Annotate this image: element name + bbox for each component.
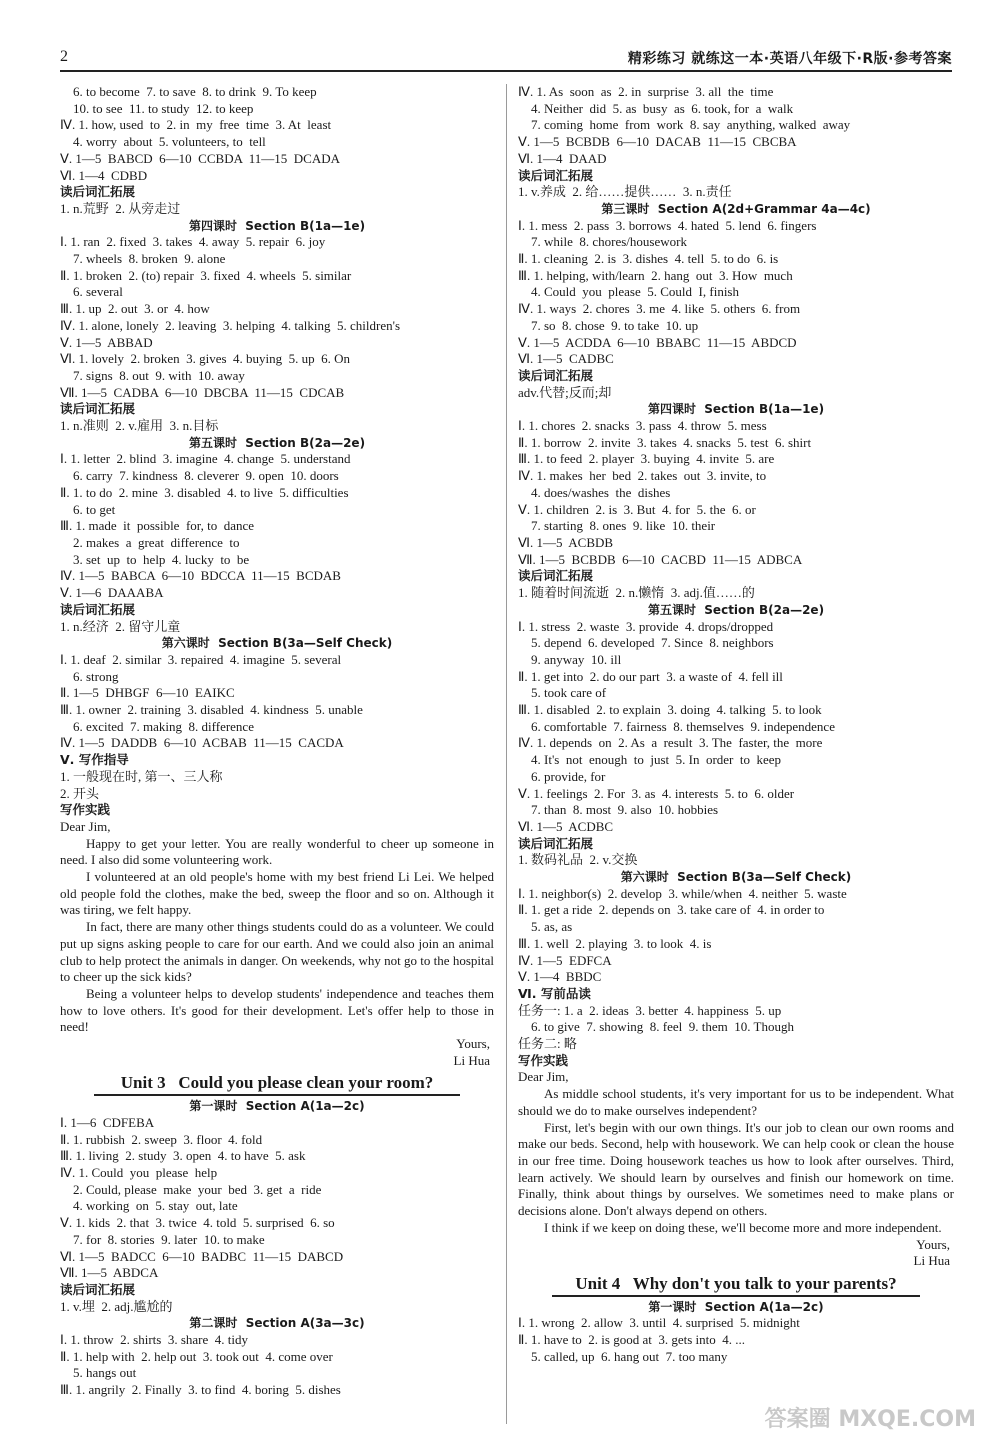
answer-line: 读后词汇拓展 (518, 568, 594, 584)
answer-line: Ⅲ. 1. disabled 2. to explain 3. doing 4. talking 5. to look (518, 702, 822, 718)
answer-line: 5. took care of (518, 685, 607, 701)
right-lesson-heading-1: 第三课时 Section A(2d+Grammar 4a—4c) (601, 201, 871, 216)
answer-line: Ⅵ. 1—5 CADBC (518, 351, 614, 367)
right-block-5 (518, 886, 954, 1086)
left-block-4 (60, 652, 494, 836)
right-lesson-heading-2: 第四课时 Section B(1a—1e) (647, 402, 825, 417)
left-block-3 (60, 451, 494, 635)
unit-4-title: Unit 4 Why don't you talk to your parents? (575, 1273, 897, 1293)
answer-line: Ⅳ. 1—5 DADDB 6—10 ACBAB 11—15 CACDA (60, 735, 344, 751)
right-block-2 (518, 218, 954, 402)
left-block-1 (60, 84, 494, 218)
answer-line: Ⅳ. 1. how, used to 2. in my free time 3. At least (60, 117, 332, 133)
answer-line: Ⅱ. 1. have to 2. is good at 3. gets into 4. ... (518, 1332, 746, 1348)
answer-line: 4. worry about 5. volunteers, to tell (60, 134, 266, 150)
answer-line: 5. depend 6. developed 7. Since 8. neighbors (518, 635, 774, 651)
answer-line: Ⅳ. 1. As soon as 2. in surprise 3. all the time (518, 84, 774, 99)
header-rule (60, 70, 952, 72)
answer-line: 3. set up to help 4. lucky to be (60, 551, 250, 567)
answer-line: Ⅰ. 1—6 CDFEBA (60, 1114, 155, 1130)
column-divider (506, 84, 507, 1424)
answer-line: 6. several (60, 284, 123, 300)
left-letter-signature: Li Hua (453, 1052, 490, 1068)
answer-line: Ⅴ. 1—5 BABCD 6—10 CCBDA 11—15 DCADA (60, 150, 340, 166)
answer-line: 2. Could, please make your bed 3. get a ride (60, 1181, 322, 1197)
right-column (518, 84, 954, 1365)
left-lesson-heading-4: 第四课时 Section B(1a—1e) (188, 218, 366, 233)
answer-line: Ⅴ. 1—5 ABBAD (60, 334, 153, 350)
answer-line: 4. working on 5. stay out, late (60, 1198, 238, 1214)
answer-line: 读后词汇拓展 (518, 367, 594, 383)
letter-paragraph: First, let's begin with our own things. It's our job to clean our own rooms and make our beds. Second, help with housework. We can help cook or clean the house in our free time. Doing housework teaches us how to look after ourselves. Third, learn actively. We should learn by ourselves and finish our homework on time. Finally, think about things by ourselves. We sometimes need to make plans or decisions alone. Don't always depend on others. (518, 1119, 954, 1219)
right-lesson-heading-3: 第五课时 Section B(2a—2e) (647, 602, 825, 617)
letter-paragraph: Happy to get your letter. You are really wonderful to cheer up someone in need. I also did some volunteering work. (60, 835, 494, 868)
right-letter-signature: Li Hua (913, 1253, 950, 1269)
left-lesson-heading-8: 第二课时 Section A(3a—3c) (189, 1316, 365, 1331)
left-letter (60, 836, 494, 1036)
answer-line: 1. n.荒野 2. 从旁走过 (60, 200, 181, 216)
answer-line: Ⅰ. 1. chores 2. snacks 3. pass 4. throw 5. mess (518, 418, 767, 434)
answer-line: 5. as, as (518, 919, 573, 935)
answer-line: Ⅴ. 写作指导 (60, 752, 129, 768)
answer-line: Ⅴ. 1—5 BCBDB 6—10 DACAB 11—15 CBCBA (518, 134, 797, 150)
right-lesson-heading-4: 第六课时 Section B(3a—Self Check) (620, 870, 852, 885)
answer-line: Ⅱ. 1. to do 2. mine 3. disabled 4. to live 5. difficulties (60, 484, 349, 500)
answer-line: 任务一: 1. a 2. ideas 3. better 4. happiness 5. up (518, 1002, 782, 1018)
answer-line: 9. anyway 10. ill (518, 651, 622, 667)
page-header (60, 48, 952, 70)
answer-line: 读后词汇拓展 (60, 1281, 136, 1297)
answer-line: 7. while 8. chores/housework (518, 234, 687, 250)
answer-line: Ⅱ. 1—5 DHBGF 6—10 EAIKC (60, 685, 235, 701)
right-block-1 (518, 84, 954, 201)
answer-line: 4. Neither did 5. as busy as 6. took, for a walk (518, 100, 794, 116)
answer-line: Ⅶ. 1—5 BCBDB 6—10 CACBD 11—15 ADBCA (518, 551, 803, 567)
answer-line: Ⅳ. 1. Could you please help (60, 1165, 218, 1180)
answer-line: Ⅰ. 1. neighbor(s) 2. develop 3. while/when 4. neither 5. waste (518, 885, 847, 901)
answer-line: Ⅳ. 1—5 EDFCA (518, 952, 612, 968)
answer-line: 6. strong (60, 668, 119, 684)
answer-line: Ⅲ. 1. owner 2. training 3. disabled 4. kindness 5. unable (60, 702, 363, 718)
answer-line: 10. to see 11. to study 12. to keep (60, 100, 254, 116)
answer-line: 读后词汇拓展 (60, 401, 136, 417)
answer-line: 1. v.养成 2. 给……提供…… 3. n.责任 (518, 184, 732, 200)
answer-line: 6. to become 7. to save 8. to drink 9. To keep (60, 84, 317, 99)
right-block-6 (518, 1315, 954, 1365)
answer-line: Ⅱ. 1. get a ride 2. depends on 3. take care of 4. in order to (518, 902, 825, 918)
answer-line: 6. to get (60, 501, 116, 517)
answer-line: Ⅵ. 1—4 DAAD (518, 150, 607, 166)
letter-paragraph: I think if we keep on doing these, we'll become more and more independent. (544, 1219, 942, 1235)
right-block-3 (518, 418, 954, 602)
answer-line: Ⅴ. 1—4 BBDC (518, 969, 602, 985)
answer-line: 7. signs 8. out 9. with 10. away (60, 367, 245, 383)
answer-line: Ⅰ. 1. mess 2. pass 3. borrows 4. hated 5. lend 6. fingers (518, 217, 817, 233)
answer-line: Ⅰ. 1. letter 2. blind 3. imagine 4. change 5. understand (60, 451, 351, 467)
left-block-6 (60, 1332, 494, 1399)
left-block-2 (60, 234, 494, 434)
answer-line: 7. starting 8. ones 9. like 10. their (518, 518, 716, 534)
answer-line: Ⅳ. 1. alone, lonely 2. leaving 3. helping 4. talking 5. children's (60, 317, 400, 333)
answer-line: Ⅴ. 1. children 2. is 3. But 4. for 5. the 6. or (518, 501, 756, 517)
answer-line: 读后词汇拓展 (518, 167, 594, 183)
answer-line: 读后词汇拓展 (60, 601, 136, 617)
letter-paragraph: Being a volunteer helps to develop students' independence and teaches them how to love others. It's good for their development. Let's offer help to those in need! (60, 985, 494, 1035)
answer-line: Ⅵ. 1. lovely 2. broken 3. gives 4. buying 5. up 6. On (60, 351, 351, 367)
watermark-logo: 答案圈 MXQE.COM (764, 1407, 976, 1432)
answer-line: Ⅳ. 1. makes her bed 2. takes out 3. invite, to (518, 468, 767, 484)
answer-line: 6. carry 7. kindness 8. cleverer 9. open 10. doors (60, 468, 339, 484)
answer-line: adv.代替;反而;却 (518, 384, 612, 400)
answer-line: 2. 开头 (60, 785, 100, 801)
answer-line: Ⅵ. 1—5 ACDBC (518, 818, 614, 834)
answer-line: 6. provide, for (518, 768, 606, 784)
answer-line: Ⅰ. 1. stress 2. waste 3. provide 4. drops/dropped (518, 618, 774, 634)
answer-line: Ⅱ. 1. cleaning 2. is 3. dishes 4. tell 5. to do 6. is (518, 251, 779, 267)
answer-line: Ⅶ. 1—5 ABDCA (60, 1265, 159, 1281)
answer-line: 1. v.埋 2. adj.尴尬的 (60, 1298, 173, 1314)
answer-line: Ⅵ. 写前品读 (518, 985, 591, 1001)
answer-line: 1. n.经济 2. 留守儿童 (60, 618, 181, 634)
answer-line: Ⅲ. 1. well 2. playing 3. to look 4. is (518, 935, 712, 951)
answer-line: 读后词汇拓展 (60, 184, 136, 200)
answer-line: 6. comfortable 7. fairness 8. themselves 9. independence (518, 718, 835, 734)
answer-line: Dear Jim, (518, 1069, 569, 1085)
answer-line: Ⅱ. 1. rubbish 2. sweep 3. floor 4. fold (60, 1131, 263, 1147)
left-lesson-heading-5: 第五课时 Section B(2a—2e) (188, 435, 366, 450)
answer-line: Ⅵ. 1—4 CDBD (60, 167, 148, 183)
answer-line: 5. hangs out (60, 1365, 137, 1381)
answer-line: Ⅳ. 1. depends on 2. As a result 3. The faster, the more (518, 735, 823, 751)
left-letter-closing: Yours, (456, 1036, 490, 1052)
page-number: 2 (60, 48, 68, 65)
unit-3-title: Unit 3 Could you please clean your room? (120, 1073, 434, 1093)
answer-line: 2. makes a great difference to (60, 534, 240, 550)
answer-line: Ⅲ. 1. made it possible for, to dance (60, 518, 255, 534)
letter-paragraph: I volunteered at an old people's home with my best friend Li Lei. We helped old people fold the clothes, make the bed, sweep the floor and so on. Although it was tiring, we felt happy. (60, 869, 494, 918)
answer-line: Ⅱ. 1. get into 2. do our part 3. a waste of 4. fell ill (518, 668, 783, 684)
answer-line: Ⅰ. 1. deaf 2. similar 3. repaired 4. imagine 5. several (60, 651, 342, 667)
answer-line: Ⅴ. 1. feelings 2. For 3. as 4. interests 5. to 6. older (518, 785, 795, 801)
answer-line: Dear Jim, (60, 818, 111, 834)
right-block-4 (518, 619, 954, 870)
answer-line: 1. 随着时间流逝 2. n.懒惰 3. adj.值……的 (518, 585, 755, 601)
answer-line: Ⅰ. 1. wrong 2. allow 3. until 4. surprised 5. midnight (518, 1315, 800, 1331)
letter-paragraph: In fact, there are many other things students could do as a volunteer. We could put up signs asking people to care for our earth. And we could also join an animal club to help protect the animals in danger. On weekends, why not go to the hospital to cheer up the sick kids? (60, 919, 494, 985)
answer-line: 6. to give 7. showing 8. feel 9. them 10. Though (518, 1019, 794, 1035)
left-block-5 (60, 1115, 494, 1315)
answer-line: Ⅲ. 1. living 2. study 3. open 4. to have 5. ask (60, 1148, 306, 1164)
answer-line: Ⅲ. 1. up 2. out 3. or 4. how (60, 301, 210, 317)
answer-line: 7. for 8. stories 9. later 10. to make (60, 1231, 265, 1247)
answer-line: 4. does/washes the dishes (518, 484, 671, 500)
answer-line: 读后词汇拓展 (518, 835, 594, 851)
answer-line: Ⅳ. 1. ways 2. chores 3. me 4. like 5. others 6. from (518, 301, 801, 317)
answer-line: Ⅴ. 1—6 DAAABA (60, 585, 164, 601)
answer-line: Ⅲ. 1. to feed 2. player 3. buying 4. invite 5. are (518, 451, 775, 467)
answer-line: Ⅱ. 1. help with 2. help out 3. took out 4. come over (60, 1348, 333, 1364)
answer-line: 7. wheels 8. broken 9. alone (60, 251, 226, 267)
answer-line: 1. 数码礼品 2. v.交换 (518, 852, 638, 868)
answer-line: 任务二: 略 (518, 1036, 577, 1052)
answer-line: 7. so 8. chose 9. to take 10. up (518, 317, 699, 333)
answer-line: Ⅲ. 1. helping, with/learn 2. hang out 3. How much (518, 267, 793, 283)
right-letter-closing: Yours, (916, 1236, 950, 1252)
unit-4-rule (552, 1295, 920, 1297)
answer-line: Ⅰ. 1. ran 2. fixed 3. takes 4. away 5. repair 6. joy (60, 234, 326, 250)
answer-line: Ⅱ. 1. borrow 2. invite 3. takes 4. snacks 5. test 6. shirt (518, 434, 812, 450)
answer-line: Ⅱ. 1. broken 2. (to) repair 3. fixed 4. wheels 5. similar (60, 267, 352, 283)
answer-line: Ⅵ. 1—5 ACBDB (518, 534, 614, 550)
left-lesson-heading-6: 第六课时 Section B(3a—Self Check) (161, 636, 393, 651)
answer-line: 写作实践 (60, 802, 111, 818)
answer-line: 6. excited 7. making 8. difference (60, 718, 254, 734)
answer-line: Ⅵ. 1—5 BADCC 6—10 BADBC 11—15 DABCD (60, 1248, 344, 1264)
left-column (60, 84, 494, 1399)
answer-line: 5. called, up 6. hang out 7. too many (518, 1348, 728, 1364)
answer-line: 7. coming home from work 8. say anything, walked away (518, 117, 851, 133)
answer-line: Ⅰ. 1. throw 2. shirts 3. share 4. tidy (60, 1332, 248, 1348)
left-lesson-heading-7: 第一课时 Section A(1a—2c) (189, 1099, 365, 1114)
answer-line: 4. It's not enough to just 5. In order to keep (518, 752, 782, 768)
answer-line: 4. Could you please 5. Could I, finish (518, 284, 739, 300)
answer-line: Ⅴ. 1. kids 2. that 3. twice 4. told 5. surprised 6. so (60, 1215, 335, 1231)
running-title: 精彩练习 就练这一本·英语八年级下·R版·参考答案 (627, 51, 952, 67)
right-lesson-heading-5: 第一课时 Section A(1a—2c) (648, 1299, 824, 1314)
letter-paragraph: As middle school students, it's very important for us to be independent. What should we do to make ourselves independent? (518, 1086, 954, 1118)
answer-line: 7. than 8. most 9. also 10. hobbies (518, 802, 719, 818)
answer-line: 1. n.准则 2. v.雇用 3. n.目标 (60, 418, 219, 434)
answer-line: Ⅴ. 1—5 ACDDA 6—10 BBABC 11—15 ABDCD (518, 334, 797, 350)
answer-line: Ⅶ. 1—5 CADBA 6—10 DBCBA 11—15 CDCAB (60, 384, 345, 400)
answer-line: Ⅲ. 1. angrily 2. Finally 3. to find 4. boring 5. dishes (60, 1382, 341, 1398)
answer-line: Ⅳ. 1—5 BABCA 6—10 BDCCA 11—15 BCDAB (60, 568, 341, 584)
right-letter (518, 1086, 954, 1236)
answer-line: 写作实践 (518, 1052, 569, 1068)
unit-3-rule (94, 1094, 460, 1096)
answer-line: 1. 一般现在时, 第一、三人称 (60, 768, 223, 784)
